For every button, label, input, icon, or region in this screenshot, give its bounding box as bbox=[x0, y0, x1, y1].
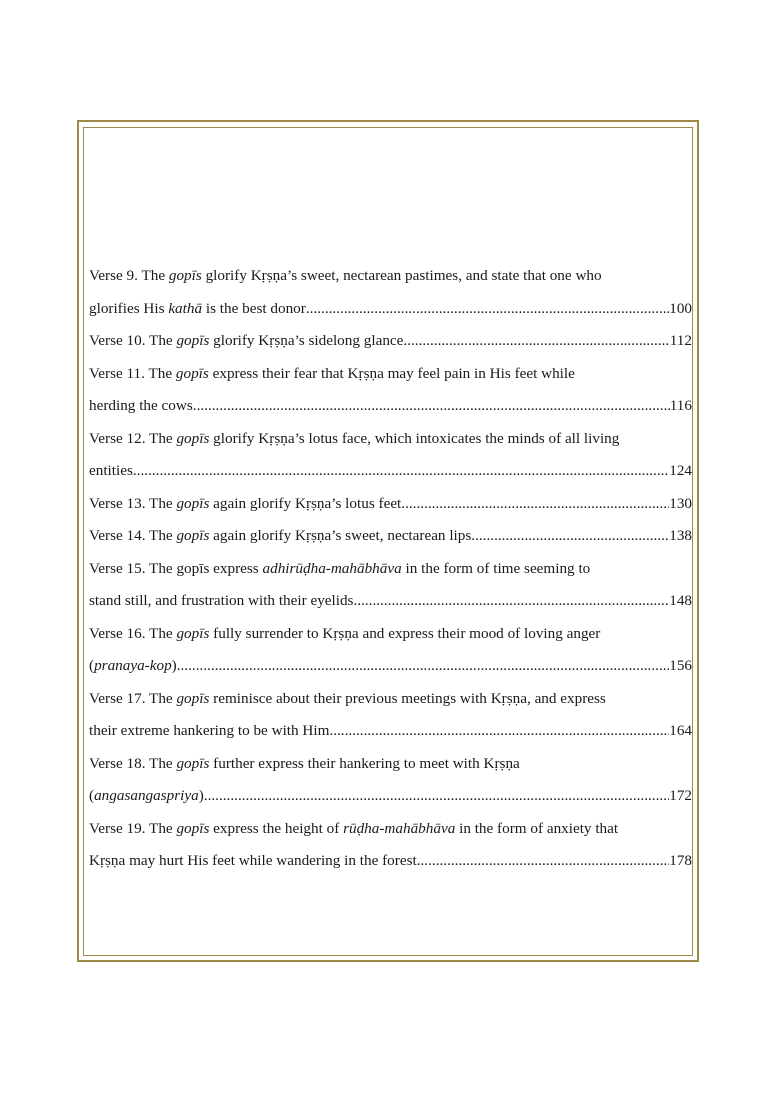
toc-entry-last-line bbox=[89, 650, 692, 683]
toc-entry-line bbox=[89, 813, 692, 846]
page-number: 124 bbox=[669, 462, 692, 479]
entry-term: adhirūḍha-mahābhāva bbox=[262, 559, 402, 577]
entry-text: Verse 15. The gopīs express bbox=[89, 559, 263, 577]
toc-entry-last-line bbox=[89, 585, 692, 618]
entry-text: fully surrender to Kṛṣṇa and express their mood of loving anger bbox=[209, 624, 601, 642]
entry-term: gopīs bbox=[176, 429, 210, 447]
toc-entry-verse-12[interactable] bbox=[89, 423, 692, 488]
dot-leader bbox=[204, 780, 669, 813]
entry-term: gopīs bbox=[176, 624, 210, 642]
toc-entry-verse-9[interactable] bbox=[89, 260, 692, 325]
toc-entry-line bbox=[89, 260, 692, 293]
dot-leader bbox=[306, 293, 669, 326]
toc-entry-last-line bbox=[89, 780, 692, 813]
page-number: 112 bbox=[669, 332, 692, 349]
entry-text: Verse 17. The bbox=[89, 689, 177, 707]
entry-text: glorify Kṛṣṇa’s lotus face, which intoxicates the minds of all living bbox=[209, 429, 620, 447]
toc-entry-line bbox=[89, 683, 692, 716]
page-number: 178 bbox=[669, 852, 692, 869]
entry-term: gopīs bbox=[176, 754, 210, 772]
toc-entry-last-line bbox=[89, 390, 692, 423]
entry-term: gopīs bbox=[168, 267, 202, 284]
toc-entry-last-line bbox=[89, 293, 692, 326]
entry-text: ) bbox=[198, 787, 204, 804]
entry-text: stand still, and frustration with their eyelids bbox=[89, 592, 354, 609]
page-number: 130 bbox=[669, 494, 692, 512]
toc-entry-verse-14[interactable] bbox=[89, 520, 692, 553]
toc-entry-last-line bbox=[89, 845, 692, 878]
entry-text: express the height of bbox=[209, 819, 344, 837]
entry-term: angasangaspriya bbox=[94, 787, 199, 804]
entry-text: glorify Kṛṣṇa’s sidelong glance bbox=[209, 332, 404, 349]
page-number: 172 bbox=[669, 787, 692, 804]
toc-entry-last-line bbox=[89, 325, 692, 358]
page-number: 148 bbox=[669, 592, 692, 609]
entry-text: Verse 12. The bbox=[89, 429, 177, 447]
toc-entry-line bbox=[89, 358, 692, 391]
dot-leader bbox=[401, 488, 669, 521]
page-number: 156 bbox=[669, 657, 692, 674]
entry-text: is the best donor bbox=[202, 299, 306, 317]
toc-entry-verse-11[interactable] bbox=[89, 358, 692, 423]
entry-text: Kṛṣṇa may hurt His feet while wandering in the forest bbox=[89, 852, 417, 869]
toc-entry-verse-16[interactable] bbox=[89, 618, 692, 683]
entry-text: Verse 16. The bbox=[89, 624, 177, 642]
toc-entry-line bbox=[89, 618, 692, 651]
entry-text: again glorify Kṛṣṇa’s lotus feet bbox=[209, 494, 402, 512]
entry-term: gopīs bbox=[176, 494, 210, 512]
page-number: 116 bbox=[669, 397, 692, 414]
toc-entry-last-line bbox=[89, 455, 692, 488]
toc-entry-last-line bbox=[89, 715, 692, 748]
entry-text: reminisce about their previous meetings with Kṛṣṇa, and express bbox=[209, 689, 606, 707]
toc-entry-last-line bbox=[89, 520, 692, 553]
toc-entry-verse-13[interactable] bbox=[89, 488, 692, 521]
dot-leader bbox=[471, 520, 669, 553]
entry-text: ( bbox=[89, 657, 95, 674]
toc-entry-verse-15[interactable] bbox=[89, 553, 692, 618]
entry-text: glorify Kṛṣṇa’s sweet, nectarean pastimes, and state that one who bbox=[201, 267, 602, 284]
dot-leader bbox=[193, 390, 670, 423]
page-number: 164 bbox=[669, 722, 692, 739]
toc-entry-verse-18[interactable] bbox=[89, 748, 692, 813]
entry-term: pranaya-kop bbox=[94, 657, 172, 674]
dot-leader bbox=[329, 715, 669, 748]
entry-text: Verse 14. The bbox=[89, 527, 177, 544]
toc-entry-line bbox=[89, 553, 692, 586]
entry-text: again glorify Kṛṣṇa’s sweet, nectarean lips bbox=[209, 527, 472, 544]
entry-term: gopīs bbox=[176, 332, 210, 349]
toc-entry-line bbox=[89, 748, 692, 781]
entry-term: gopīs bbox=[176, 527, 210, 544]
toc-entry-last-line bbox=[89, 488, 692, 521]
toc-entry-verse-10[interactable] bbox=[89, 325, 692, 358]
dot-leader bbox=[417, 845, 670, 878]
entry-text: further express their hankering to meet with Kṛṣṇa bbox=[209, 754, 520, 772]
entry-text: ( bbox=[89, 787, 95, 804]
entry-text: Verse 18. The bbox=[89, 754, 177, 772]
entry-text: Verse 11. The bbox=[89, 364, 176, 382]
dot-leader bbox=[133, 455, 669, 488]
entry-term: kathā bbox=[168, 299, 203, 317]
entry-term: rūḍha-mahābhāva bbox=[343, 819, 456, 837]
table-of-contents bbox=[89, 260, 692, 878]
entry-text: Verse 9. The bbox=[89, 267, 169, 284]
entry-text: entities bbox=[89, 462, 133, 479]
dot-leader bbox=[353, 585, 669, 618]
toc-entry-line bbox=[89, 423, 692, 456]
entry-term: gopīs bbox=[176, 689, 210, 707]
toc-entry-verse-17[interactable] bbox=[89, 683, 692, 748]
entry-text: glorifies His bbox=[89, 299, 169, 317]
entry-text: in the form of anxiety that bbox=[455, 819, 619, 837]
entry-text: express their fear that Kṛṣṇa may feel pain in His feet while bbox=[208, 364, 575, 382]
entry-term: gopīs bbox=[176, 819, 210, 837]
entry-text: Verse 10. The bbox=[89, 332, 177, 349]
entry-text: Verse 19. The bbox=[89, 819, 177, 837]
page-number: 138 bbox=[669, 527, 692, 544]
entry-text: their extreme hankering to be with Him bbox=[89, 722, 330, 739]
page-number: 100 bbox=[669, 299, 692, 317]
entry-text: ) bbox=[171, 657, 177, 674]
entry-text: herding the cows bbox=[89, 397, 193, 414]
entry-text: in the form of time seeming to bbox=[401, 559, 591, 577]
dot-leader bbox=[403, 325, 669, 358]
dot-leader bbox=[177, 650, 669, 683]
entry-term: gopīs bbox=[175, 364, 209, 382]
entry-text: Verse 13. The bbox=[89, 494, 177, 512]
toc-entry-verse-19[interactable] bbox=[89, 813, 692, 878]
